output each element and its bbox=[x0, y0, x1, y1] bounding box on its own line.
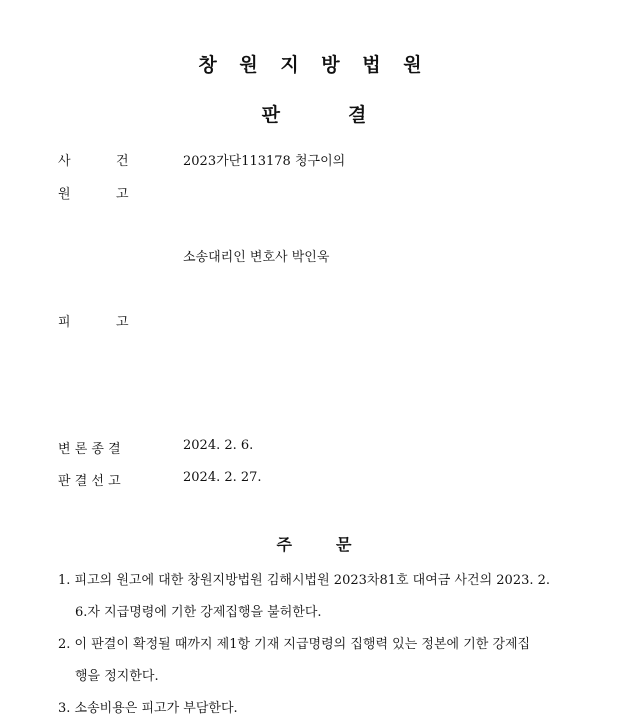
order-title-left: 주 bbox=[276, 535, 292, 554]
verdict-date: 2024. 2. 27. bbox=[183, 470, 262, 485]
document-title bbox=[0, 100, 628, 127]
order-item-2-line-1: 2. 이 판결이 확정될 때까지 제1항 기재 지급명령의 집행력 있는 정본에 기한 강제집 bbox=[58, 637, 531, 652]
order-item-3: 3. 소송비용은 피고가 부담한다. bbox=[58, 701, 238, 716]
order-item-1-line-1: 1. 피고의 원고에 대한 창원지방법원 김해시법원 2023차81호 대여금 사건의 2023. 2. bbox=[58, 573, 551, 588]
court-name: 창 원 지 방 법 원 bbox=[198, 54, 430, 76]
document-title-left: 판 bbox=[261, 104, 280, 126]
judgment-page: 창 원 지 방 법 원 판 결 사 건 2023가단113178 청구이의 원 고 소송대리인 변호사 박인욱 피 고 변 론 종 결 2024. 2. 6. 판 결 선 고 2024. 2. 27. 주 문 1. 피고의 원고에 대한 창원지방법원 김해시법원 2023차81호 대여금 사건의 2023. 2. 6.자 지급명령에 기한 강제집행을 불허한다. 2. 이 판결이 확정될 때까지 제1항 기재 지급명령의 집행력 있는 정본에 기한 강제집 행을 정지한다. 3. 소송비용은 피고가 부담한다. bbox=[0, 0, 628, 716]
order-title bbox=[0, 532, 628, 555]
closing-date: 2024. 2. 6. bbox=[183, 438, 254, 453]
case-value: 2023가단113178 청구이의 bbox=[183, 154, 346, 169]
verdict-label: 판 결 선 고 bbox=[58, 474, 121, 489]
order-item-2-line-2: 행을 정지한다. bbox=[75, 669, 159, 684]
order-title-right: 문 bbox=[336, 535, 352, 554]
order-item-1-line-2: 6.자 지급명령에 기한 강제집행을 불허한다. bbox=[75, 605, 322, 620]
plaintiff-counsel: 소송대리인 변호사 박인욱 bbox=[183, 250, 330, 265]
document-title-right: 결 bbox=[348, 104, 367, 126]
closing-label: 변 론 종 결 bbox=[58, 442, 121, 457]
